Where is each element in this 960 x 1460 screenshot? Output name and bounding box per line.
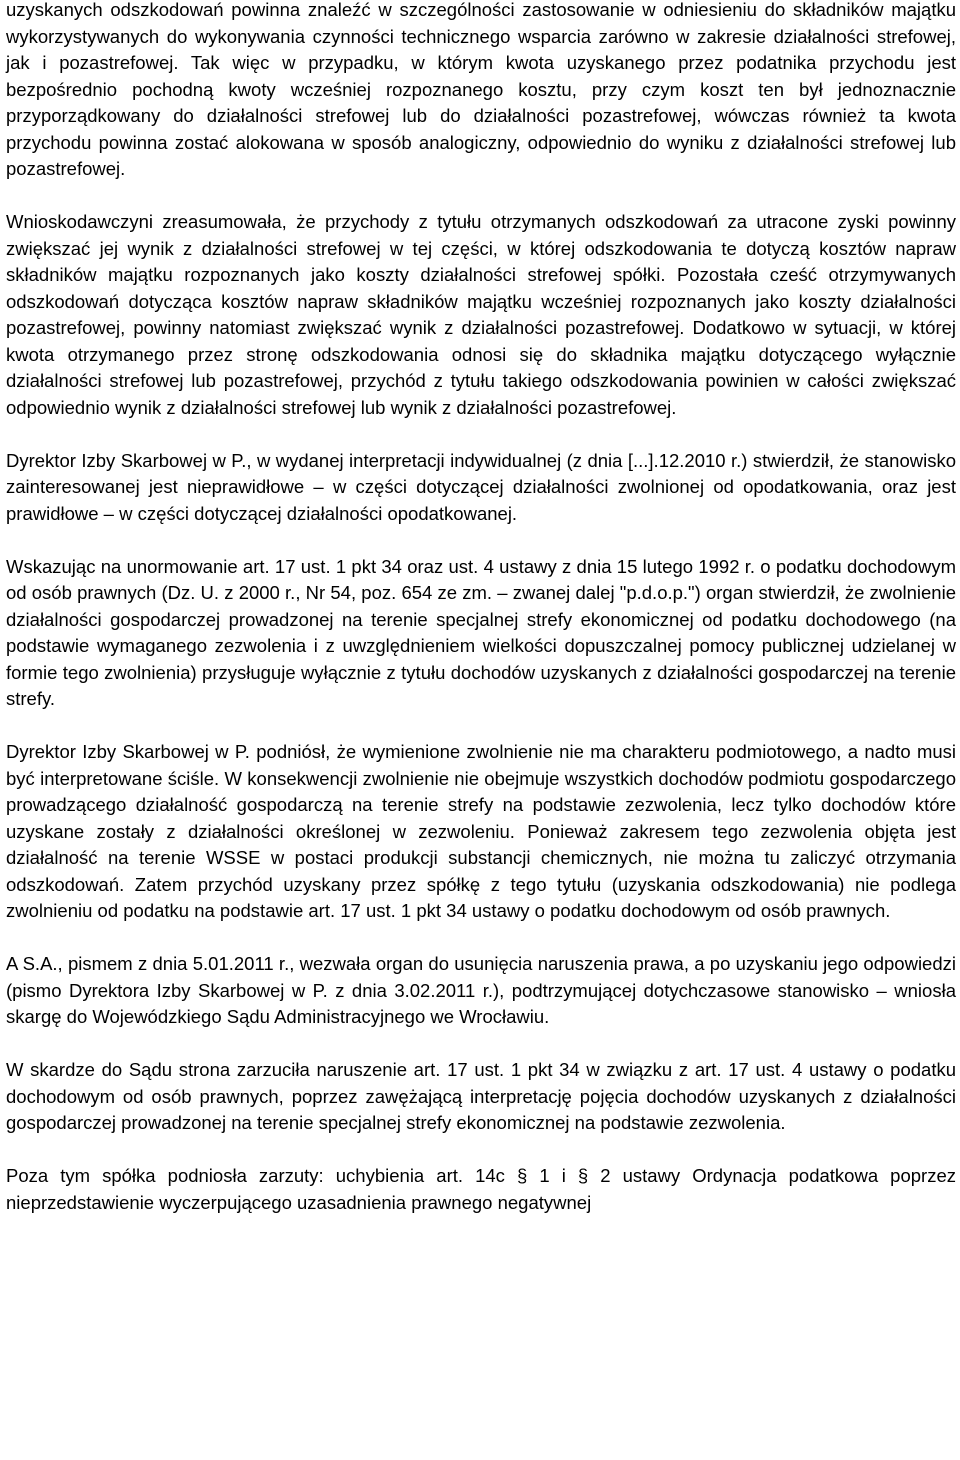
paragraph-3: Dyrektor Izby Skarbowej w P., w wydanej interpretacji indywidualnej (z dnia [...].12.2010 r.) stwierdził, że stanowisko zainteresowanej jest nieprawidłowe – w części dotyczącej działalności zwolnionej od opodatkowania, oraz jest prawidłowe – w części dotyczącej działalności opodatkowanej. <box>6 449 956 524</box>
paragraph-4: Wskazując na unormowanie art. 17 ust. 1 pkt 34 oraz ust. 4 ustawy z dnia 15 lutego 1992 r. o podatku dochodowym od osób prawnych (Dz. U. z 2000 r., Nr 54, poz. 654 ze zm. – zwanej dalej "p.d.o.p.") organ stwierdził, że zwolnienie działalności gospodarczej prowadzonej na terenie specjalnej strefy ekonomicznej od podatku dochodowego (na podstawie wymaganego zezwolenia i z uwzględnieniem wielkości dopuszczalnej pomocy publicznej udzielanej w formie tego zwolnienia) przysługuje wyłącznie z tytułu dochodów uzyskanych z działalności gospodarczej na terenie strefy. <box>6 555 956 709</box>
paragraph-2: Wnioskodawczyni zreasumowała, że przychody z tytułu otrzymanych odszkodowań za utracone zyski powinny zwiększać jej wynik z działalności strefowej w tej części, w której odszkodowania te dotyczą kosztów napraw składników majątku rozpoznanych jako koszty działalności strefowej spółki. Pozostała cześć otrzymywanych odszkodowań dotycząca kosztów napraw składników majątku wcześniej rozpoznanych jako koszty działalności pozastrefowej, powinny natomiast zwiększać wynik z działalności pozastrefowej. Dodatkowo w sytuacji, w której kwota otrzymanego przez stronę odszkodowania odnosi się do składnika majątku dotyczącego wyłącznie działalności strefowej lub pozastrefowej, przychód z tytułu takiego odszkodowania powinien w całości zwiększać odpowiednio wynik z działalności strefowej lub wynik z działalności pozastrefowej. <box>6 211 956 418</box>
paragraph-5: Dyrektor Izby Skarbowej w P. podniósł, że wymienione zwolnienie nie ma charakteru podmiotowego, a nadto musi być interpretowane ściśle. W konsekwencji zwolnienie nie obejmuje wszystkich dochodów podmiotu gospodarczego prowadzącego działalność gospodarczą na terenie strefy na podstawie zezwolenia, lecz tylko dochodów które uzyskane zostały z działalności określonej w zezwoleniu. Ponieważ zakresem tego zezwolenia objęta jest działalność na terenie WSSE w postaci produkcji substancji chemicznych, nie można tu zaliczyć otrzymania odszkodowań. Zatem przychód uzyskany przez spółkę z tego tytułu (uzyskania odszkodowania) nie podlega zwolnieniu od podatku na podstawie art. 17 ust. 1 pkt 34 ustawy o podatku dochodowym od osób prawnych. <box>6 741 956 921</box>
document-page <box>6 0 956 1216</box>
paragraph-6: A S.A., pismem z dnia 5.01.2011 r., wezwała organ do usunięcia naruszenia prawa, a po uzyskaniu jego odpowiedzi (pismo Dyrektora Izby Skarbowej w P. z dnia 3.02.2011 r.), podtrzymującej dotychczasowe stanowisko – wniosła skargę do Wojewódzkiego Sądu Administracyjnego we Wrocławiu. <box>6 953 956 1027</box>
paragraph-1: uzyskanych odszkodowań powinna znaleźć w szczególności zastosowanie w odniesieniu do składników majątku wykorzystywanych do wykonywania czynności technicznego wsparcia zarówno w zakresie działalności strefowej, jak i pozastrefowej. Tak więc w przypadku, w którym kwota uzyskanego przez podatnika przychodu jest bezpośrednio pochodną kwoty wcześniej rozpoznanego kosztu, przy czym koszt ten był jednoznacznie przyporządkowany do działalności strefowej lub do działalności pozastrefowej, wówczas również ta kwota przychodu powinna zostać alokowana w sposób analogiczny, odpowiednio do wyniku z działalności strefowej lub pozastrefowej. <box>6 0 956 179</box>
paragraph-7: W skardze do Sądu strona zarzuciła naruszenie art. 17 ust. 1 pkt 34 w związku z art. 17 ust. 4 ustawy o podatku dochodowym od osób prawnych, poprzez zawężającą interpretację pojęcia dochodów uzyskanych z działalności gospodarczej prowadzonej na terenie specjalnej strefy ekonomicznej na podstawie zezwolenia. <box>6 1059 956 1133</box>
paragraph-8: Poza tym spółka podniosła zarzuty: uchybienia art. 14c § 1 i § 2 ustawy Ordynacja podatkowa poprzez nieprzedstawienie wyczerpującego uzasadnienia prawnego negatywnej <box>6 1165 956 1213</box>
